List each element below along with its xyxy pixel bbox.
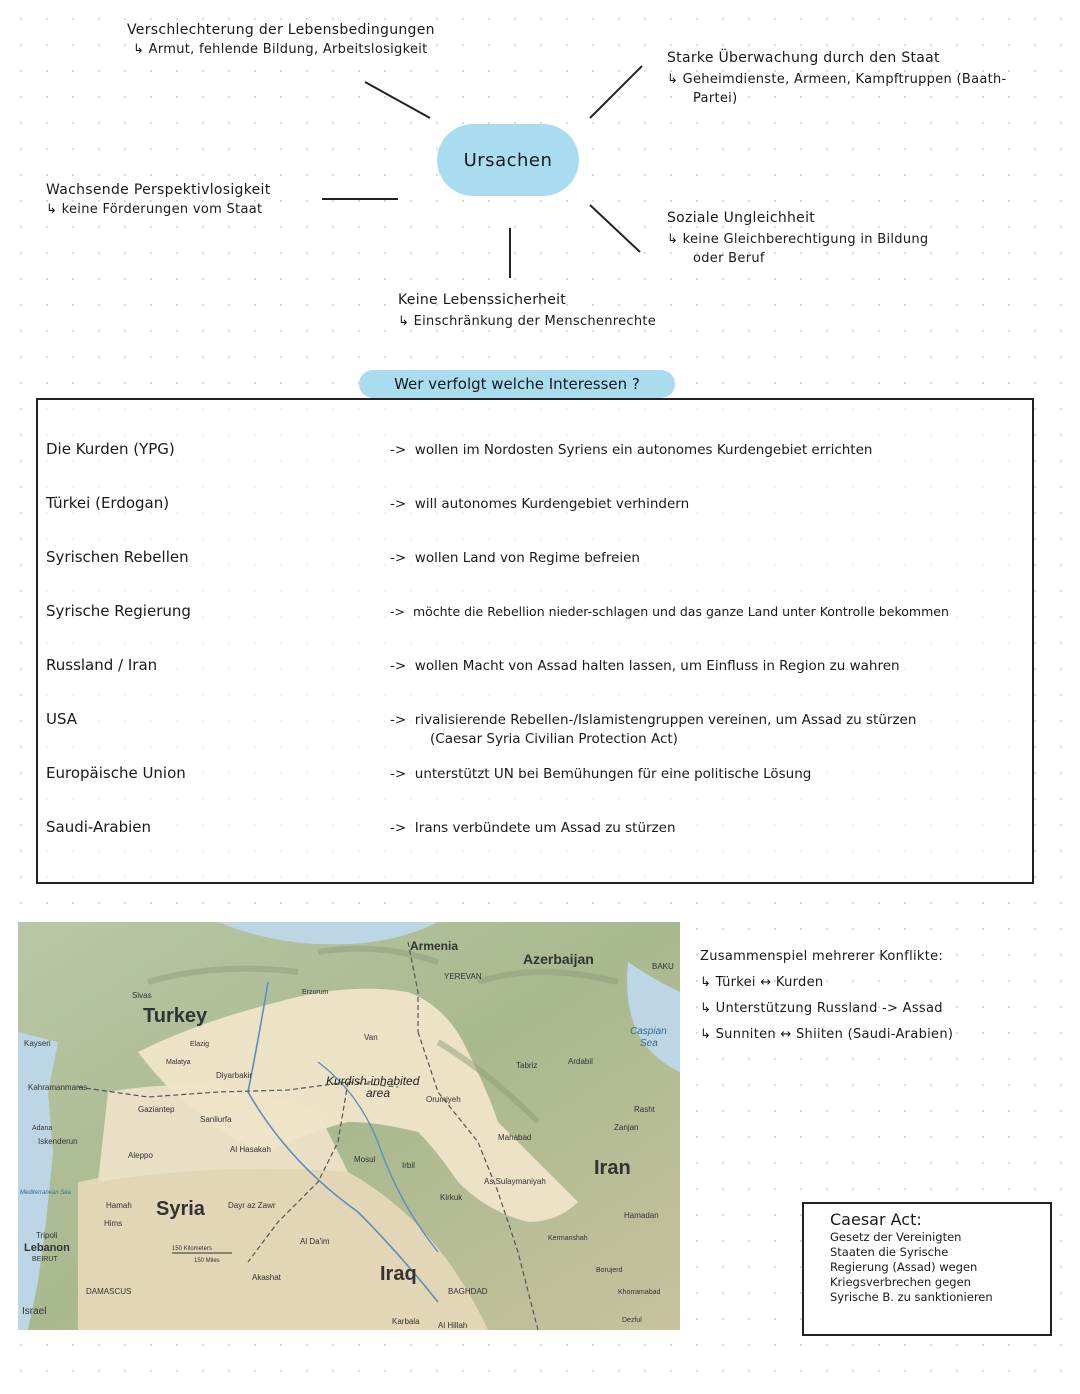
actor-name: Syrischen Rebellen <box>46 548 189 566</box>
label-kirkuk: Kirkuk <box>440 1193 463 1202</box>
cause-detail-2: Partei) <box>693 91 738 106</box>
actor-name: Saudi-Arabien <box>46 818 152 836</box>
interest-text: Irans verbündete um Assad zu stürzen <box>414 820 676 836</box>
label-deir: Dayr az Zawr <box>228 1201 276 1210</box>
label-hamah: Hamah <box>106 1201 132 1210</box>
interest-text: rivalisierende Rebellen-/Islamistengruppen vereinen, um Assad zu stürzen <box>414 712 917 728</box>
label-baghdad: BAGHDAD <box>448 1287 488 1296</box>
label-erzurum: Erzurum <box>302 989 329 996</box>
label-israel: Israel <box>22 1306 47 1317</box>
cause-title: Soziale Ungleichheit <box>667 210 816 226</box>
interest-row <box>390 550 640 566</box>
cause-title: Wachsende Perspektivlosigkeit <box>46 182 271 198</box>
label-gaziantep: Gaziantep <box>138 1105 175 1114</box>
caesar-line: Regierung (Assad) wegen <box>830 1260 978 1274</box>
interest-text: wollen im Nordosten Syriens ein autonomes Kurdengebiet errichten <box>414 442 873 458</box>
cause-living-conditions <box>127 22 435 57</box>
label-ardabil: Ardabil <box>568 1057 593 1066</box>
connector-right <box>590 205 640 252</box>
caesar-line: Syrische B. zu sanktionieren <box>830 1290 993 1304</box>
cause-detail: ↳ keine Förderungen vom Staat <box>46 202 263 217</box>
label-mahabad: Mahabad <box>498 1133 532 1142</box>
label-aleppo: Aleppo <box>128 1151 153 1160</box>
arrow: -> <box>390 550 407 566</box>
label-elazig: Elazig <box>190 1041 210 1048</box>
interest-text-2: (Caesar Syria Civilian Protection Act) <box>430 731 678 747</box>
cause-inequality <box>667 210 928 266</box>
interest-row <box>390 442 872 458</box>
label-dezful: Dezful <box>622 1317 642 1324</box>
actor-name: Syrische Regierung <box>46 602 191 620</box>
cause-no-security <box>398 292 656 329</box>
interest-row <box>390 712 916 728</box>
label-van: Van <box>364 1033 378 1042</box>
caesar-act-box <box>802 1202 1052 1336</box>
arrow: -> <box>390 766 407 782</box>
center-bubble: Ursachen <box>437 124 579 196</box>
caesar-line: Kriegsverbrechen gegen <box>830 1275 971 1289</box>
interest-text: wollen Land von Regime befreien <box>414 550 640 566</box>
actor-name: Europäische Union <box>46 764 186 782</box>
interest-text: möchte die Rebellion nieder-schlagen und das ganze Land unter Kontrolle bekommen <box>412 604 949 619</box>
cause-detail: ↳ Armut, fehlende Bildung, Arbeitslosigkeit <box>133 42 428 57</box>
connector-top-right <box>590 66 642 118</box>
label-hasakah: Al Hasakah <box>230 1145 271 1154</box>
cause-detail: ↳ keine Gleichberechtigung in Bildung <box>667 232 929 247</box>
interest-row <box>390 604 949 619</box>
interest-text: will autonomes Kurdengebiet verhindern <box>414 496 690 512</box>
label-kurdish-area: Kurdish-inhabited <box>326 1074 420 1088</box>
label-sivas: Sivas <box>132 991 152 1000</box>
actor-name: Russland / Iran <box>46 656 158 674</box>
label-damascus: DAMASCUS <box>86 1287 132 1296</box>
label-karbala: Karbala <box>392 1317 420 1326</box>
actor-name: USA <box>46 710 78 728</box>
connector-top-left <box>365 82 430 118</box>
label-kermanshah: Kermanshah <box>548 1235 588 1242</box>
interest-row <box>390 766 811 782</box>
notes-line: ↳ Türkei ↔ Kurden <box>700 975 824 990</box>
label-armenia: Armenia <box>410 939 459 953</box>
label-zanjan: Zanjan <box>614 1123 639 1132</box>
interest-text: wollen Macht von Assad halten lassen, um Einfluss in Region zu wahren <box>414 658 900 674</box>
label-scale-km: 150 Kilometers <box>172 1246 213 1252</box>
label-tabriz: Tabriz <box>516 1061 538 1070</box>
caesar-line: Staaten die Syrische <box>830 1245 949 1259</box>
region-map <box>18 922 680 1330</box>
label-sanliurfa: Sanliurfa <box>200 1115 232 1124</box>
cause-surveillance <box>667 50 1007 106</box>
label-iraq: Iraq <box>380 1263 417 1285</box>
caesar-line: Gesetz der Vereinigten <box>830 1230 962 1244</box>
label-azerbaijan: Azerbaijan <box>523 951 594 967</box>
arrow: -> <box>390 442 407 458</box>
actor-name: Türkei (Erdogan) <box>46 494 170 512</box>
cause-detail-2: oder Beruf <box>693 251 765 266</box>
label-syria: Syria <box>156 1198 205 1220</box>
label-yerevan: YEREVAN <box>444 972 482 981</box>
label-diyarbakir: Diyarbakir <box>216 1071 253 1080</box>
cause-detail: ↳ Einschränkung der Menschenrechte <box>398 314 657 329</box>
label-scale-mi: 150 Miles <box>194 1258 220 1264</box>
label-kahramanmaras: Kahramanmaras <box>28 1083 88 1092</box>
arrow: -> <box>390 658 407 674</box>
cause-hopelessness <box>46 182 271 217</box>
interest-row <box>390 820 676 836</box>
notes-title: Zusammenspiel mehrerer Konflikte: <box>700 949 944 964</box>
interest-text: unterstützt UN bei Bemühungen für eine politische Lösung <box>414 766 812 782</box>
label-aldaim: Al Da'im <box>300 1237 330 1246</box>
arrow: -> <box>390 712 407 728</box>
label-adana: Adana <box>32 1125 53 1132</box>
interests-question: Wer verfolgt welche Interessen ? <box>359 370 675 398</box>
label-mosul: Mosul <box>354 1155 376 1164</box>
label-iran: Iran <box>594 1157 631 1179</box>
label-turkey: Turkey <box>143 1005 208 1027</box>
arrow: -> <box>390 604 405 619</box>
notes-line: ↳ Sunniten ↔ Shiiten (Saudi-Arabien) <box>700 1027 954 1042</box>
interests-table <box>36 398 1034 884</box>
label-hamadan: Hamadan <box>624 1211 659 1220</box>
label-kayseri: Kayseri <box>24 1039 51 1048</box>
conflict-notes <box>700 944 953 1048</box>
actor-name: Die Kurden (YPG) <box>46 440 175 458</box>
label-erbil: Irbil <box>402 1161 415 1170</box>
label-hillah: Al Hillah <box>438 1321 468 1330</box>
cause-detail: ↳ Geheimdienste, Armeen, Kampftruppen (Baath- <box>667 72 1007 87</box>
notes-line: ↳ Unterstützung Russland -> Assad <box>700 1001 943 1016</box>
cause-title: Verschlechterung der Lebensbedingungen <box>127 22 435 38</box>
label-khorramabad: Khorramabad <box>618 1289 661 1296</box>
label-sulaymaniyah: As Sulaymaniyah <box>484 1177 546 1186</box>
label-mediterranean: Mediterranean Sea <box>20 1190 72 1196</box>
label-baku: BAKU <box>652 962 674 971</box>
caesar-title: Caesar Act: <box>830 1210 922 1229</box>
arrow: -> <box>390 820 407 836</box>
label-tripoli: Tripoli <box>36 1231 58 1240</box>
label-urmia: Orumiyeh <box>426 1095 461 1104</box>
cause-title: Keine Lebenssicherheit <box>398 292 567 308</box>
label-kurdish-area-2: area <box>366 1086 391 1100</box>
cause-title: Starke Überwachung durch den Staat <box>667 50 940 66</box>
label-sea: Sea <box>640 1038 658 1049</box>
label-malatya: Malatya <box>166 1059 191 1066</box>
interest-row <box>390 658 900 674</box>
label-iskenderun: Iskenderun <box>38 1137 78 1146</box>
label-borujerd: Borujerd <box>596 1267 623 1274</box>
label-hims: Hims <box>104 1219 123 1228</box>
label-beirut: BEIRUT <box>32 1256 58 1263</box>
arrow: -> <box>390 496 407 512</box>
label-akashat: Akashat <box>252 1273 281 1282</box>
label-rasht: Rasht <box>634 1105 655 1114</box>
label-lebanon: Lebanon <box>24 1242 70 1254</box>
label-caspian: Caspian <box>630 1026 667 1037</box>
interest-row <box>390 496 689 512</box>
